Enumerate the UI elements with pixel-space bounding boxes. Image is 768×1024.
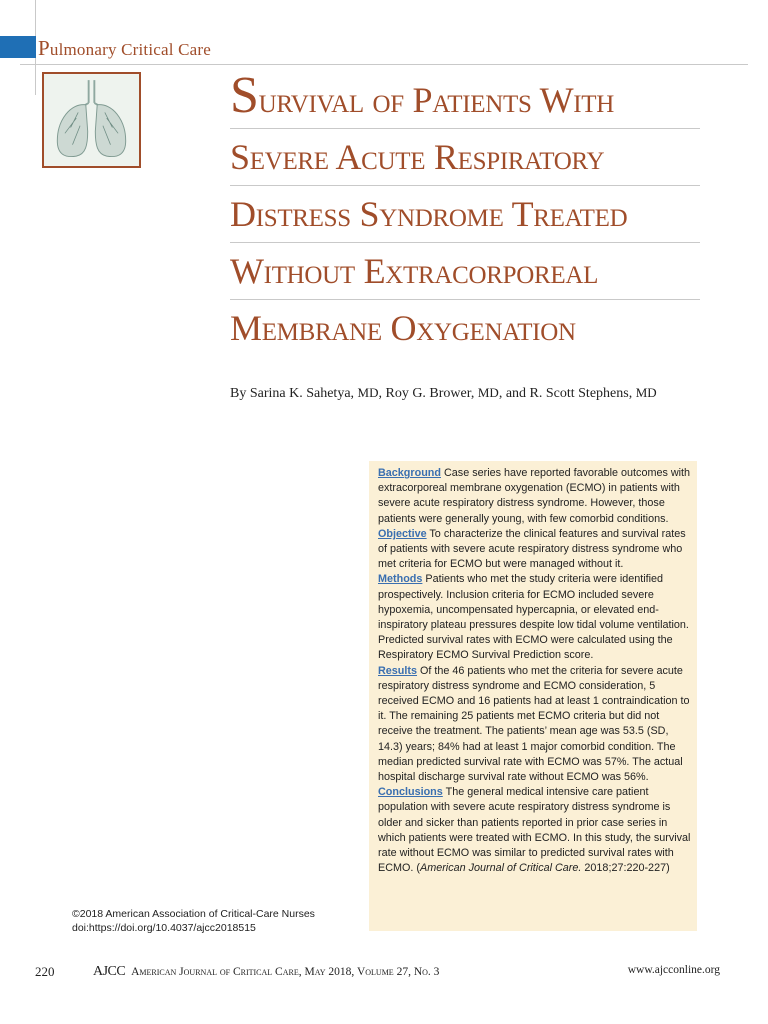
lungs-icon — [44, 74, 139, 166]
page-footer — [0, 964, 768, 984]
abstract-objective-text: To characterize the clinical features and survival rates of patients with severe acute respiratory distress syndrome who met criteria for ECMO but were managed without it. — [378, 527, 686, 571]
byline-degree-2: MD — [477, 385, 499, 400]
article-title — [230, 67, 700, 356]
section-label — [38, 36, 211, 61]
page-number: 220 — [35, 964, 55, 979]
title-dropcap: S — [230, 67, 259, 124]
abstract-conclusions-label[interactable]: Conclusions — [378, 786, 443, 799]
abstract-methods — [378, 572, 691, 663]
doi-line: doi:https://doi.org/10.4037/ajcc2018515 — [72, 922, 256, 934]
abstract-box — [369, 461, 697, 931]
abstract-background-text: Case series have reported favorable outcomes with extracorporeal membrane oxygenation (ECMO) in patients with severe acute respiratory distress syndrome. However, those patients were generally young, with few comorbid conditions. — [378, 467, 691, 525]
abstract-citation-journal: American Journal of Critical Care. — [420, 862, 582, 875]
byline-degree-3: MD — [635, 385, 657, 400]
author-byline — [230, 385, 657, 402]
abstract-background — [378, 466, 691, 527]
abstract-objective-label[interactable]: Objective — [378, 527, 427, 540]
abstract-citation-rest: 2018;27:220-227) — [581, 862, 670, 875]
abstract-conclusions — [378, 785, 691, 876]
section-label-rest: ulmonary Critical Care — [49, 40, 212, 59]
journal-website[interactable]: www.ajcconline.org — [627, 964, 720, 976]
title-line-3: Distress Syndrome Treated — [230, 186, 700, 243]
header-rule — [20, 64, 748, 65]
section-color-bar — [0, 36, 36, 58]
abstract-results-label[interactable]: Results — [378, 664, 418, 677]
title-line-4: Without Extracorporeal — [230, 243, 700, 300]
journal-logo: AJCC — [93, 964, 126, 979]
abstract-methods-label[interactable]: Methods — [378, 573, 423, 586]
title-line-1-text: urvival of Patients With — [258, 80, 615, 120]
copyright-notice — [72, 907, 315, 935]
section-label-initial: P — [38, 36, 50, 60]
abstract-objective — [378, 527, 691, 573]
copyright-line: ©2018 American Association of Critical-Care Nurses — [72, 908, 315, 920]
title-line-1 — [230, 67, 700, 129]
byline-degree-1: MD — [357, 385, 379, 400]
abstract-methods-text: Patients who met the study criteria were identified prospectively. Inclusion criteria for ECMO included severe hypoxemia, uncompensated hypercapnia, or elevated end-inspiratory plateau pressures despite low tidal volume ventilation. Predicted survival rates with ECMO were calculated using the Respiratory ECMO Survival Prediction score. — [378, 573, 689, 662]
byline-author-3: , and R. Scott Stephens, — [498, 386, 633, 401]
abstract-conclusions-text: The general medical intensive care patient population with severe acute respiratory distress syndrome is older and sicker than patients reported in prior case series in which patients were treated with ECMO. In this study, the survival rate without ECMO was similar to predicted survival rates with ECMO. ( — [378, 786, 691, 875]
abstract-results-text: Of the 46 patients who met the criteria for severe acute respiratory distress syndrome and ECMO consideration, 5 received ECMO and 16 patients had at least 1 contraindication to it. The remaining 25 patients met ECMO criteria but did not receive the treatment. The patients’ mean age was 53.5 (SD, 14.3) years; 84% had at least 1 major comorbid condition. The median predicted survival rate with ECMO was 57%. The actual hospital discharge survival rate without ECMO was 56%. — [378, 664, 690, 784]
abstract-background-label[interactable]: Background — [378, 467, 441, 479]
byline-author-1: By Sarina K. Sahetya, — [230, 386, 355, 401]
title-line-5: Membrane Oxygenation — [230, 308, 576, 348]
title-line-2: Severe Acute Respiratory — [230, 129, 700, 186]
journal-info — [93, 964, 439, 980]
lung-illustration — [42, 72, 141, 168]
byline-author-2: , Roy G. Brower, — [378, 386, 475, 401]
journal-citation: American Journal of Critical Care, May 2018, Volume 27, No. 3 — [131, 966, 440, 978]
abstract-results — [378, 664, 691, 786]
